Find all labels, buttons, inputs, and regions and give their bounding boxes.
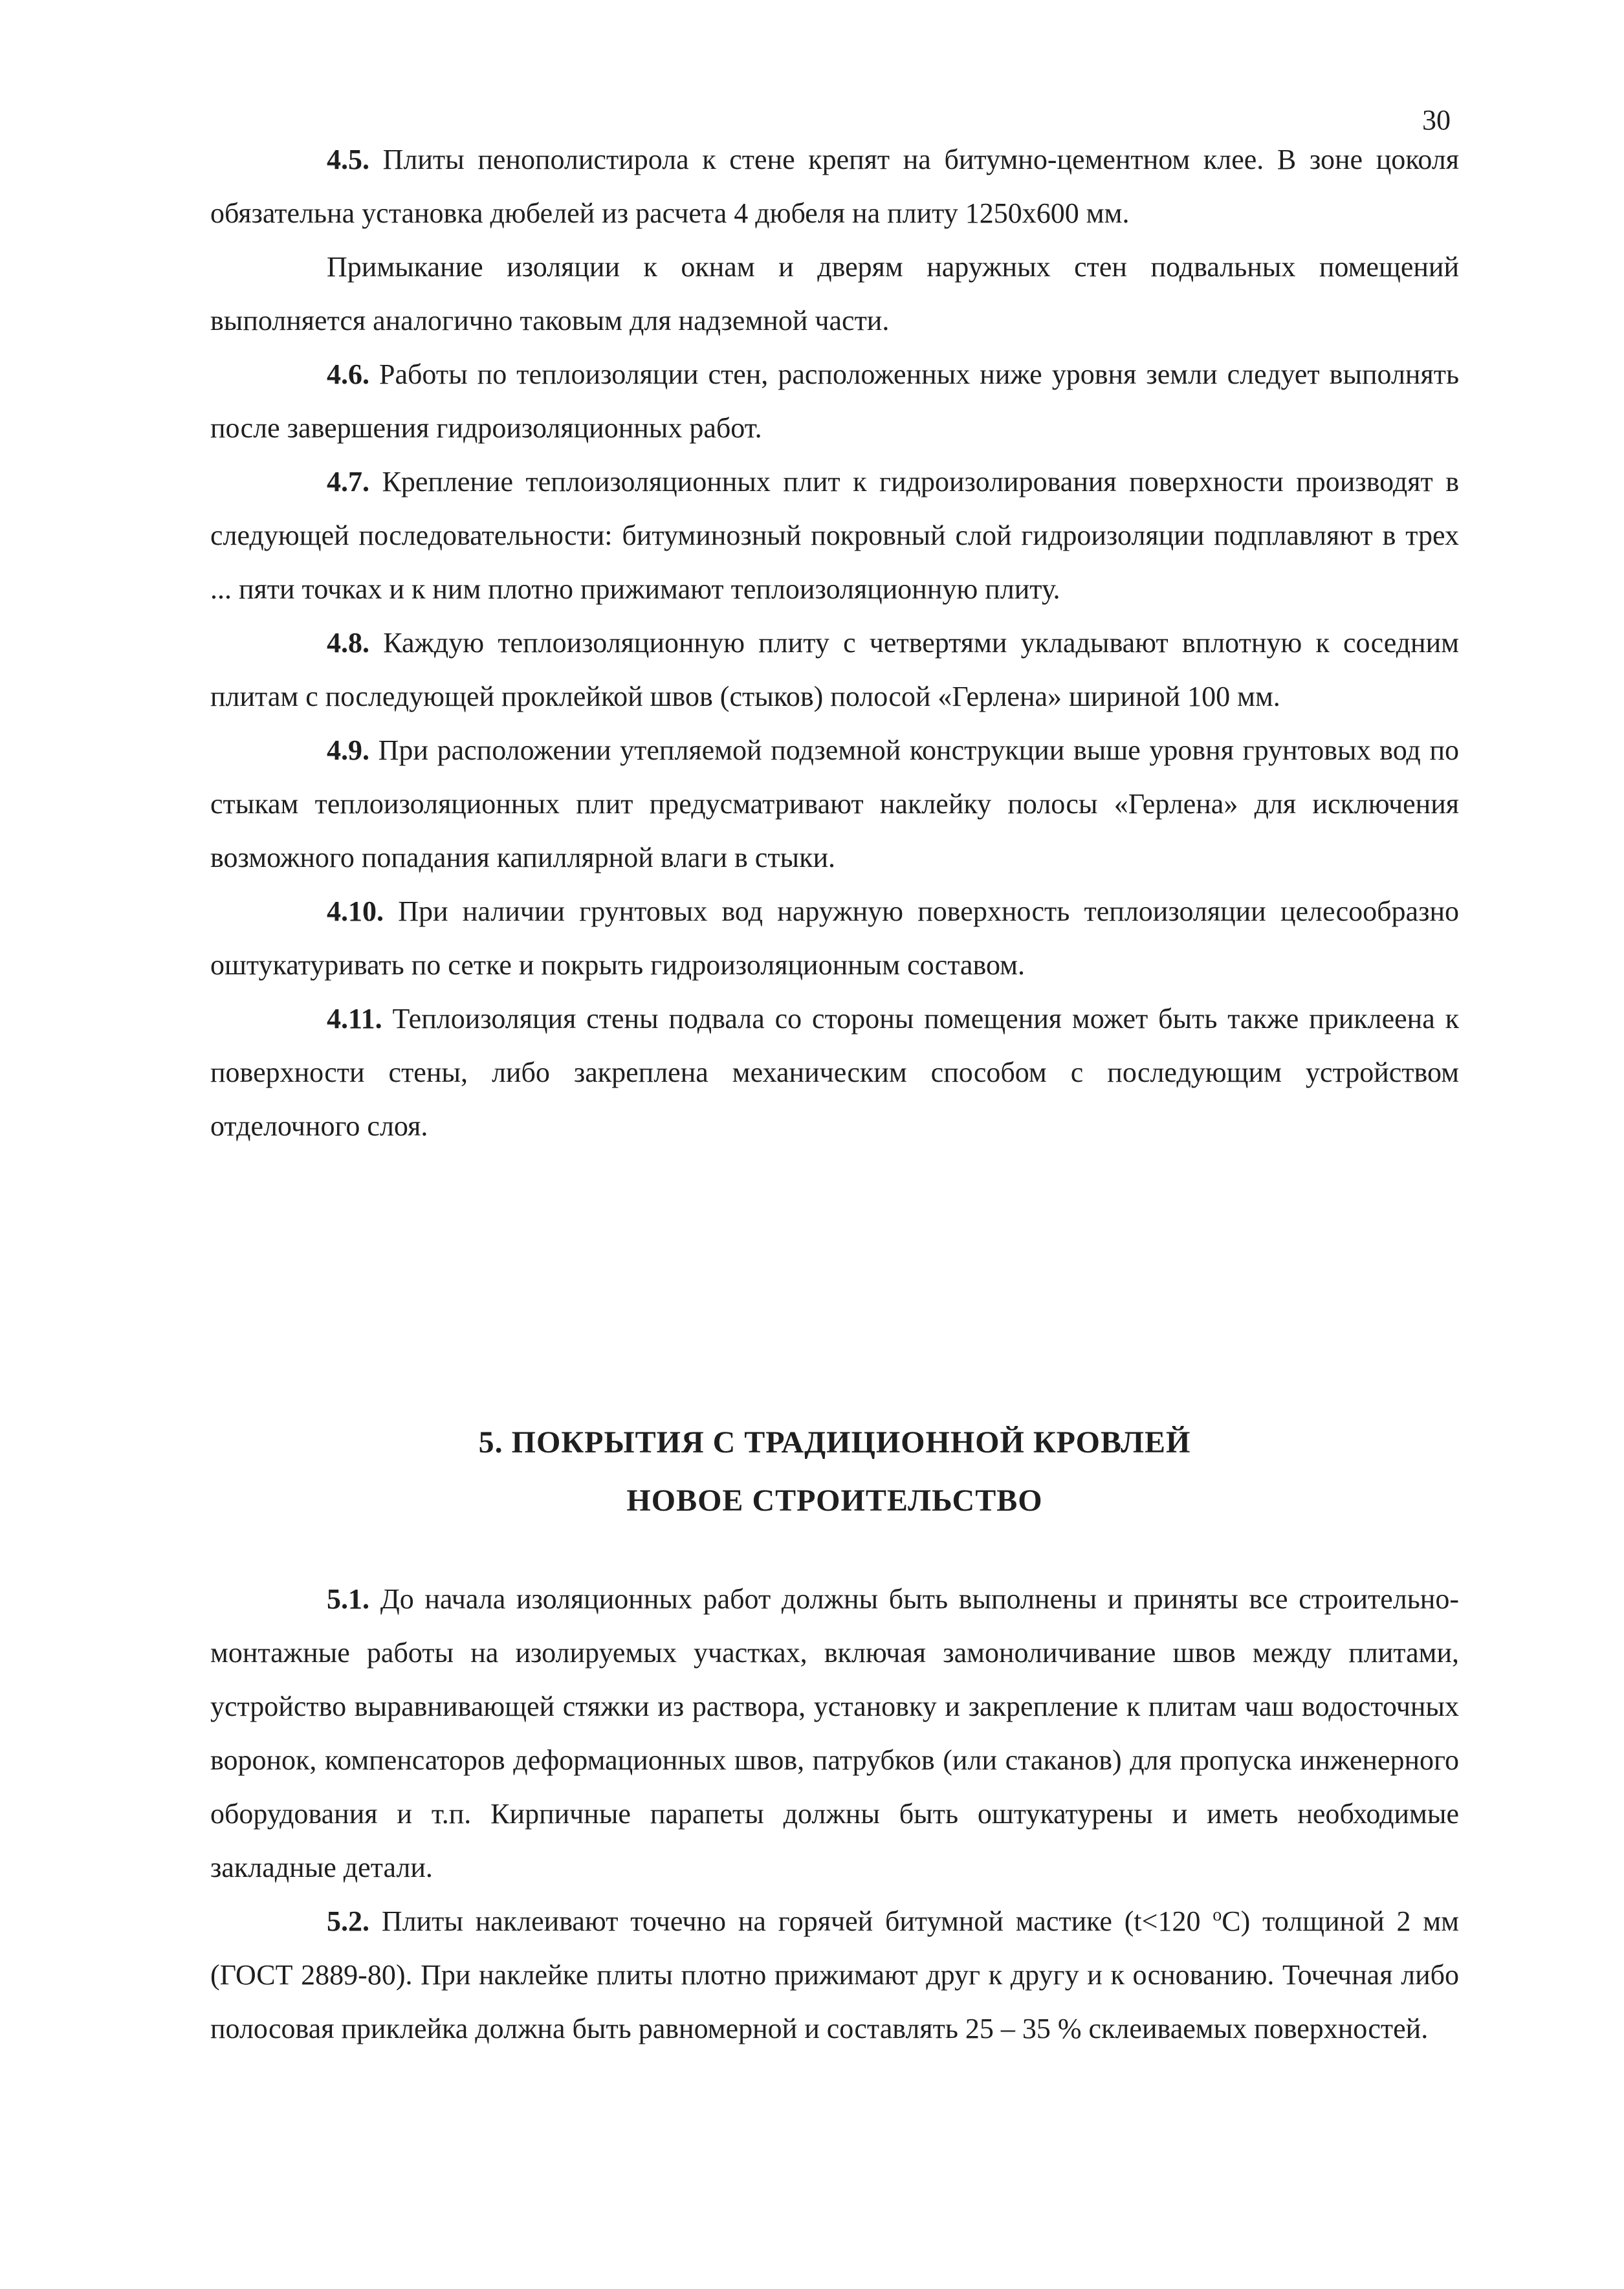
paragraph-4-9 — [210, 723, 1459, 884]
paragraph-number: 5.1. — [327, 1583, 369, 1615]
paragraph-number: 4.6. — [327, 358, 369, 390]
paragraph-number: 5.2. — [327, 1905, 369, 1937]
paragraph-number: 4.8. — [327, 627, 369, 659]
paragraph-4-10 — [210, 884, 1459, 992]
section-5-text — [210, 1572, 1459, 2055]
paragraph-number: 4.7. — [327, 466, 369, 498]
paragraph-text: При расположении утепляемой подземной конструкции выше уровня грунтовых вод по стыкам теплоизоляционных плит предусматривают наклейку полосы «Герлена» для исключения возможного попадания капиллярной влаги в стыки. — [210, 734, 1460, 873]
paragraph-text: Каждую теплоизоляционную плиту с четвертями укладывают вплотную к соседним плитам с последующей проклейкой швов (стыков) полосой «Герлена» шириной 100 мм. — [210, 627, 1459, 712]
paragraph-text: Крепление теплоизоляционных плит к гидроизолирования поверхности производят в следующей последовательности: битуминозный покровный слой гидроизоляции подплавляют в трех ... пяти точках и к ним плотно прижимают теплоизоляционную плиту. — [210, 466, 1460, 605]
paragraph-4-6 — [210, 347, 1459, 455]
paragraph-text: Плиты наклеивают точечно на горячей битумной мастике (t<120 — [381, 1905, 1213, 1937]
paragraph-4-5-continued — [210, 240, 1459, 347]
section-title-line-2: НОВОЕ СТРОИТЕЛЬСТВО — [626, 1484, 1043, 1518]
paragraph-number: 4.10. — [327, 895, 384, 927]
paragraph-text: Работы по теплоизоляции стен, расположенных ниже уровня земли следует выполнять после завершения гидроизоляционных работ. — [210, 358, 1460, 444]
paragraph-5-1 — [210, 1572, 1459, 1894]
paragraph-text: До начала изоляционных работ должны быть выполнены и приняты все строительно-монтажные работы на изолируемых участках, включая замоноличивание швов между плитами, устройство выравнивающей стяжки из раствора, установку и закрепление к плитам чаш водосточных воронок, компенсаторов деформационных швов, патрубков (или стаканов) для пропуска инженерного оборудования и т.п. Кирпичные парапеты должны быть оштукатурены и иметь необходимые закладные детали. — [210, 1583, 1460, 1883]
section-title-line-1: 5. ПОКРЫТИЯ С ТРАДИЦИОННОЙ КРОВЛЕЙ — [478, 1425, 1191, 1460]
paragraph-number: 4.9. — [327, 734, 369, 766]
paragraph-number: 4.11. — [327, 1003, 382, 1035]
section-5-title — [210, 1414, 1459, 1530]
paragraph-4-11 — [210, 992, 1459, 1153]
paragraph-text: Примыкание изоляции к окнам и дверям наружных стен подвальных помещений выполняется аналогично таковым для надземной части. — [210, 251, 1459, 336]
paragraph-number: 4.5. — [327, 144, 369, 175]
paragraph-text: Теплоизоляция стены подвала со стороны помещения может быть также приклеена к поверхности стены, либо закреплена механическим способом с последующим устройством отделочного слоя. — [210, 1003, 1460, 1142]
page-number: 30 — [1422, 104, 1451, 136]
paragraph-4-7 — [210, 455, 1459, 616]
paragraph-4-5 — [210, 133, 1459, 240]
paragraph-text: При наличии грунтовых вод наружную поверхность теплоизоляции целесообразно оштукатуривать по сетке и покрыть гидроизоляционным составом. — [210, 895, 1459, 981]
paragraph-text: C) толщиной 2 мм (ГОСТ 2889-80). При наклейке плиты плотно прижимают друг к другу и к основанию. Точечная либо полосовая приклейка должна быть равномерной и составлять 25 – 35 % склеиваемых поверхностей. — [210, 1905, 1459, 2044]
degree-superscript: o — [1213, 1905, 1222, 1925]
paragraph-4-8 — [210, 616, 1459, 723]
section-4-text — [210, 133, 1459, 1153]
paragraph-text: Плиты пенополистирола к стене крепят на битумно-цементном клее. В зоне цоколя обязательна установка дюбелей из расчета 4 дюбеля на плиту 1250х600 мм. — [210, 144, 1459, 229]
paragraph-5-2 — [210, 1894, 1459, 2055]
